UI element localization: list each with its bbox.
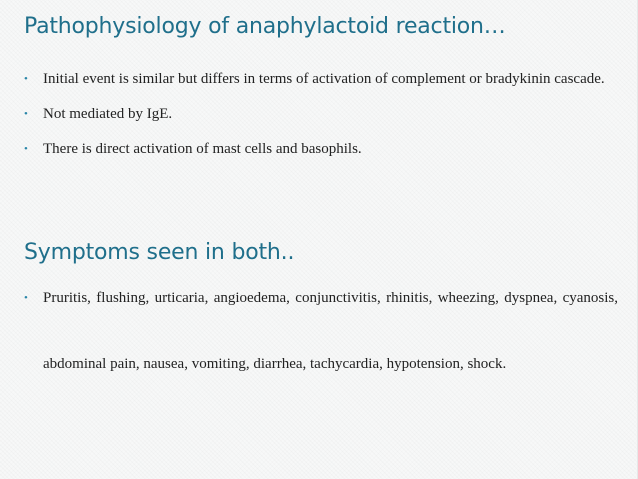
list-item [24,265,618,397]
list-item [24,66,618,93]
section-heading-symptoms: Symptoms seen in both.. [24,240,295,265]
list-item [24,101,618,128]
section-heading-pathophysiology: Pathophysiology of anaphylactoid reaction… [24,14,506,39]
bullet-list-symptoms [24,286,618,397]
bullet-dot-icon: • [24,108,28,120]
list-item [24,136,618,163]
bullet-text: Initial event is similar but differs in terms of activation of complement or bradykinin cascade. [43,71,605,87]
bullet-text: Pruritis, flushing, urticaria, angioedema, conjunctivitis, rhinitis, wheezing, dyspnea, cyanosis, abdominal pain, nausea, vomiting, diarrhea, tachycardia, hypotension, shock. [43,290,618,372]
bullet-text: There is direct activation of mast cells and basophils. [43,141,362,157]
bullet-list-pathophysiology [24,66,618,171]
bullet-dot-icon: • [24,73,28,85]
bullet-dot-icon: • [24,292,28,304]
bullet-dot-icon: • [24,143,28,155]
bullet-text: Not mediated by IgE. [43,106,173,122]
